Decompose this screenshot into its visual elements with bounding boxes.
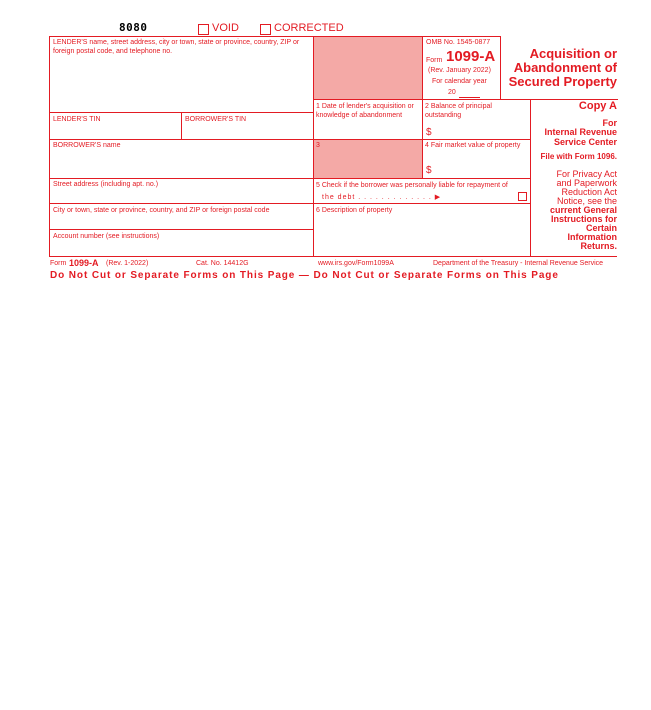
grid-line <box>313 36 314 256</box>
privacy-line1: For Privacy Act <box>556 169 617 179</box>
box5-label: 5 Check if the borrower was personally liable for repayment of <box>316 182 508 189</box>
box4-currency: $ <box>426 165 432 176</box>
privacy-line2: and Paperwork <box>556 178 617 188</box>
shaded-area-box3 <box>314 139 422 178</box>
borrower-name-label: BORROWER'S name <box>53 142 121 149</box>
grid-line <box>459 97 480 98</box>
form-code: 8080 <box>119 21 148 34</box>
irs-line2: Service Center <box>553 137 617 147</box>
general-line4: Information <box>567 232 617 242</box>
file-with-label: File with Form 1096. <box>540 152 617 161</box>
box2-currency: $ <box>426 127 432 138</box>
form-title-line1: Acquisition or <box>529 46 617 61</box>
form-revision: (Rev. January 2022) <box>428 67 491 74</box>
for-label: For <box>602 118 617 128</box>
corrected-checkbox[interactable] <box>260 24 271 35</box>
grid-line <box>49 36 50 256</box>
general-line5: Returns. <box>580 241 617 251</box>
grid-line <box>500 36 501 99</box>
box2-label: 2 Balance of principal outstanding <box>425 103 492 119</box>
street-address-label: Street address (including apt. no.) <box>53 181 159 188</box>
year-prefix: 20 <box>448 89 456 96</box>
grid-line <box>49 178 530 179</box>
footer-cat-no: Cat. No. 14412G <box>196 260 249 267</box>
void-checkbox[interactable] <box>198 24 209 35</box>
privacy-line3: Reduction Act <box>561 187 617 197</box>
form-title-line2: Abandonment of <box>513 60 617 75</box>
form-prefix: Form <box>426 57 443 64</box>
grid-line <box>530 99 531 256</box>
footer-department: Department of the Treasury - Internal Revenue Service <box>433 260 604 267</box>
general-line3: Certain <box>585 223 617 233</box>
account-number-label: Account number (see instructions) <box>53 233 160 240</box>
void-label: VOID <box>212 22 239 34</box>
footer-url: www.irs.gov/Form1099A <box>318 260 394 267</box>
city-label: City or town, state or province, country, and ZIP or foreign postal code <box>53 207 270 214</box>
omb-number: OMB No. 1545-0877 <box>426 39 491 46</box>
box3-label: 3 <box>316 142 320 149</box>
box5-checkbox[interactable] <box>518 192 527 201</box>
grid-line <box>181 112 182 139</box>
shaded-area-top <box>314 37 422 99</box>
form-number: 1099-A <box>446 48 496 65</box>
lender-tin-label: LENDER'S TIN <box>53 116 101 123</box>
copy-label: Copy A <box>578 100 617 112</box>
box4-label: 4 Fair market value of property <box>425 142 521 149</box>
lender-name-label: LENDER'S name, street address, city or town, state or province, country, ZIP or foreign postal code, and telephone no. <box>53 39 300 55</box>
borrower-tin-label: BORROWER'S TIN <box>185 116 247 123</box>
box6-label: 6 Description of property <box>316 207 393 214</box>
grid-line <box>49 256 617 257</box>
calendar-year-label: For calendar year <box>432 78 487 85</box>
irs-line1: Internal Revenue <box>544 127 617 137</box>
grid-line <box>49 139 530 140</box>
grid-line <box>49 203 530 204</box>
footer-form-number: 1099-A <box>69 258 99 268</box>
footer-revision: (Rev. 1-2022) <box>106 260 149 267</box>
corrected-label: CORRECTED <box>274 22 344 34</box>
grid-line <box>422 36 423 178</box>
grid-line <box>49 36 501 37</box>
box5-dots: the debt . . . . . . . . . . . . . ▶ <box>322 194 442 201</box>
grid-line <box>49 229 313 230</box>
footer-form-prefix: Form <box>50 260 67 267</box>
general-line1: current General <box>549 205 617 215</box>
box1-label: 1 Date of lender's acquisition or knowledge of abandonment <box>316 103 414 119</box>
privacy-line4: Notice, see the <box>556 196 617 206</box>
cut-warning: Do Not Cut or Separate Forms on This Page — Do Not Cut or Separate Forms on This Page <box>50 270 559 281</box>
general-line2: Instructions for <box>550 214 617 224</box>
form-title-line3: Secured Property <box>508 74 617 89</box>
